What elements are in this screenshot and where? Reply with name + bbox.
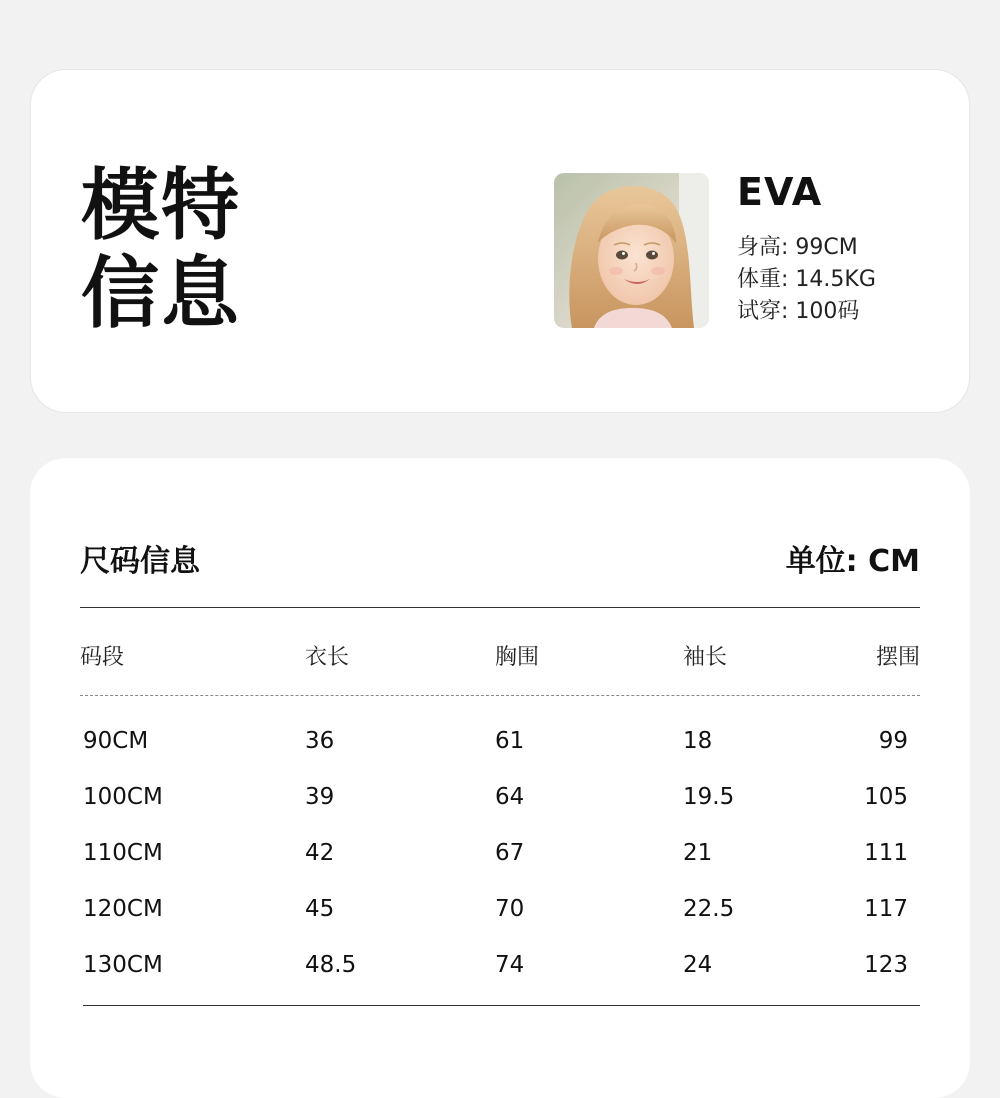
cell-sleeve: 19.5: [683, 784, 735, 810]
cell-chest: 70: [495, 896, 525, 922]
cell-hem: 111: [864, 840, 908, 866]
table-row: [80, 777, 920, 817]
model-info-title-line2: 信息: [81, 249, 242, 339]
cell-size-range: 90CM: [83, 728, 149, 754]
cell-size-range: 110CM: [83, 840, 163, 866]
cell-hem: 99: [878, 728, 908, 754]
model-name: EVA: [737, 170, 823, 214]
cell-length: 48.5: [305, 952, 357, 978]
cell-hem: 117: [864, 896, 908, 922]
cell-size-range: 130CM: [83, 952, 163, 978]
size-info-card: [30, 458, 970, 1098]
cell-hem: 105: [864, 784, 908, 810]
model-stats-list: [737, 232, 876, 328]
cell-length: 36: [305, 728, 335, 754]
model-weight: 体重: 14.5KG: [737, 267, 876, 292]
table-header-divider: [80, 695, 920, 696]
model-info-title-line1: 模特: [81, 161, 242, 251]
cell-chest: 61: [495, 728, 525, 754]
table-row: [80, 889, 920, 929]
header-sleeve: 袖长: [683, 645, 728, 670]
cell-chest: 67: [495, 840, 525, 866]
cell-sleeve: 24: [683, 952, 713, 978]
cell-length: 39: [305, 784, 335, 810]
cell-size-range: 100CM: [83, 784, 163, 810]
table-row: [80, 945, 920, 985]
model-photo: [554, 173, 709, 328]
cell-sleeve: 21: [683, 840, 713, 866]
cell-size-range: 120CM: [83, 896, 163, 922]
header-chest: 胸围: [495, 645, 540, 670]
header-length: 衣长: [305, 645, 350, 670]
cell-chest: 64: [495, 784, 525, 810]
header-hem: 摆围: [875, 645, 920, 670]
table-row: [80, 833, 920, 873]
table-bottom-divider: [83, 1005, 920, 1006]
cell-length: 45: [305, 896, 335, 922]
cell-sleeve: 22.5: [683, 896, 735, 922]
cell-sleeve: 18: [683, 728, 713, 754]
table-row: [80, 721, 920, 761]
cell-length: 42: [305, 840, 335, 866]
model-fitting-size: 试穿: 100码: [737, 299, 860, 324]
header-size-range: 码段: [80, 645, 125, 670]
size-unit-label: 单位: CM: [785, 544, 920, 579]
model-height: 身高: 99CM: [737, 235, 858, 260]
table-top-divider: [80, 607, 920, 608]
table-header-row: [80, 638, 920, 678]
cell-hem: 123: [864, 952, 908, 978]
cell-chest: 74: [495, 952, 525, 978]
model-info-title: [81, 162, 281, 338]
size-info-title: 尺码信息: [80, 544, 200, 579]
model-info-card: [30, 69, 970, 413]
